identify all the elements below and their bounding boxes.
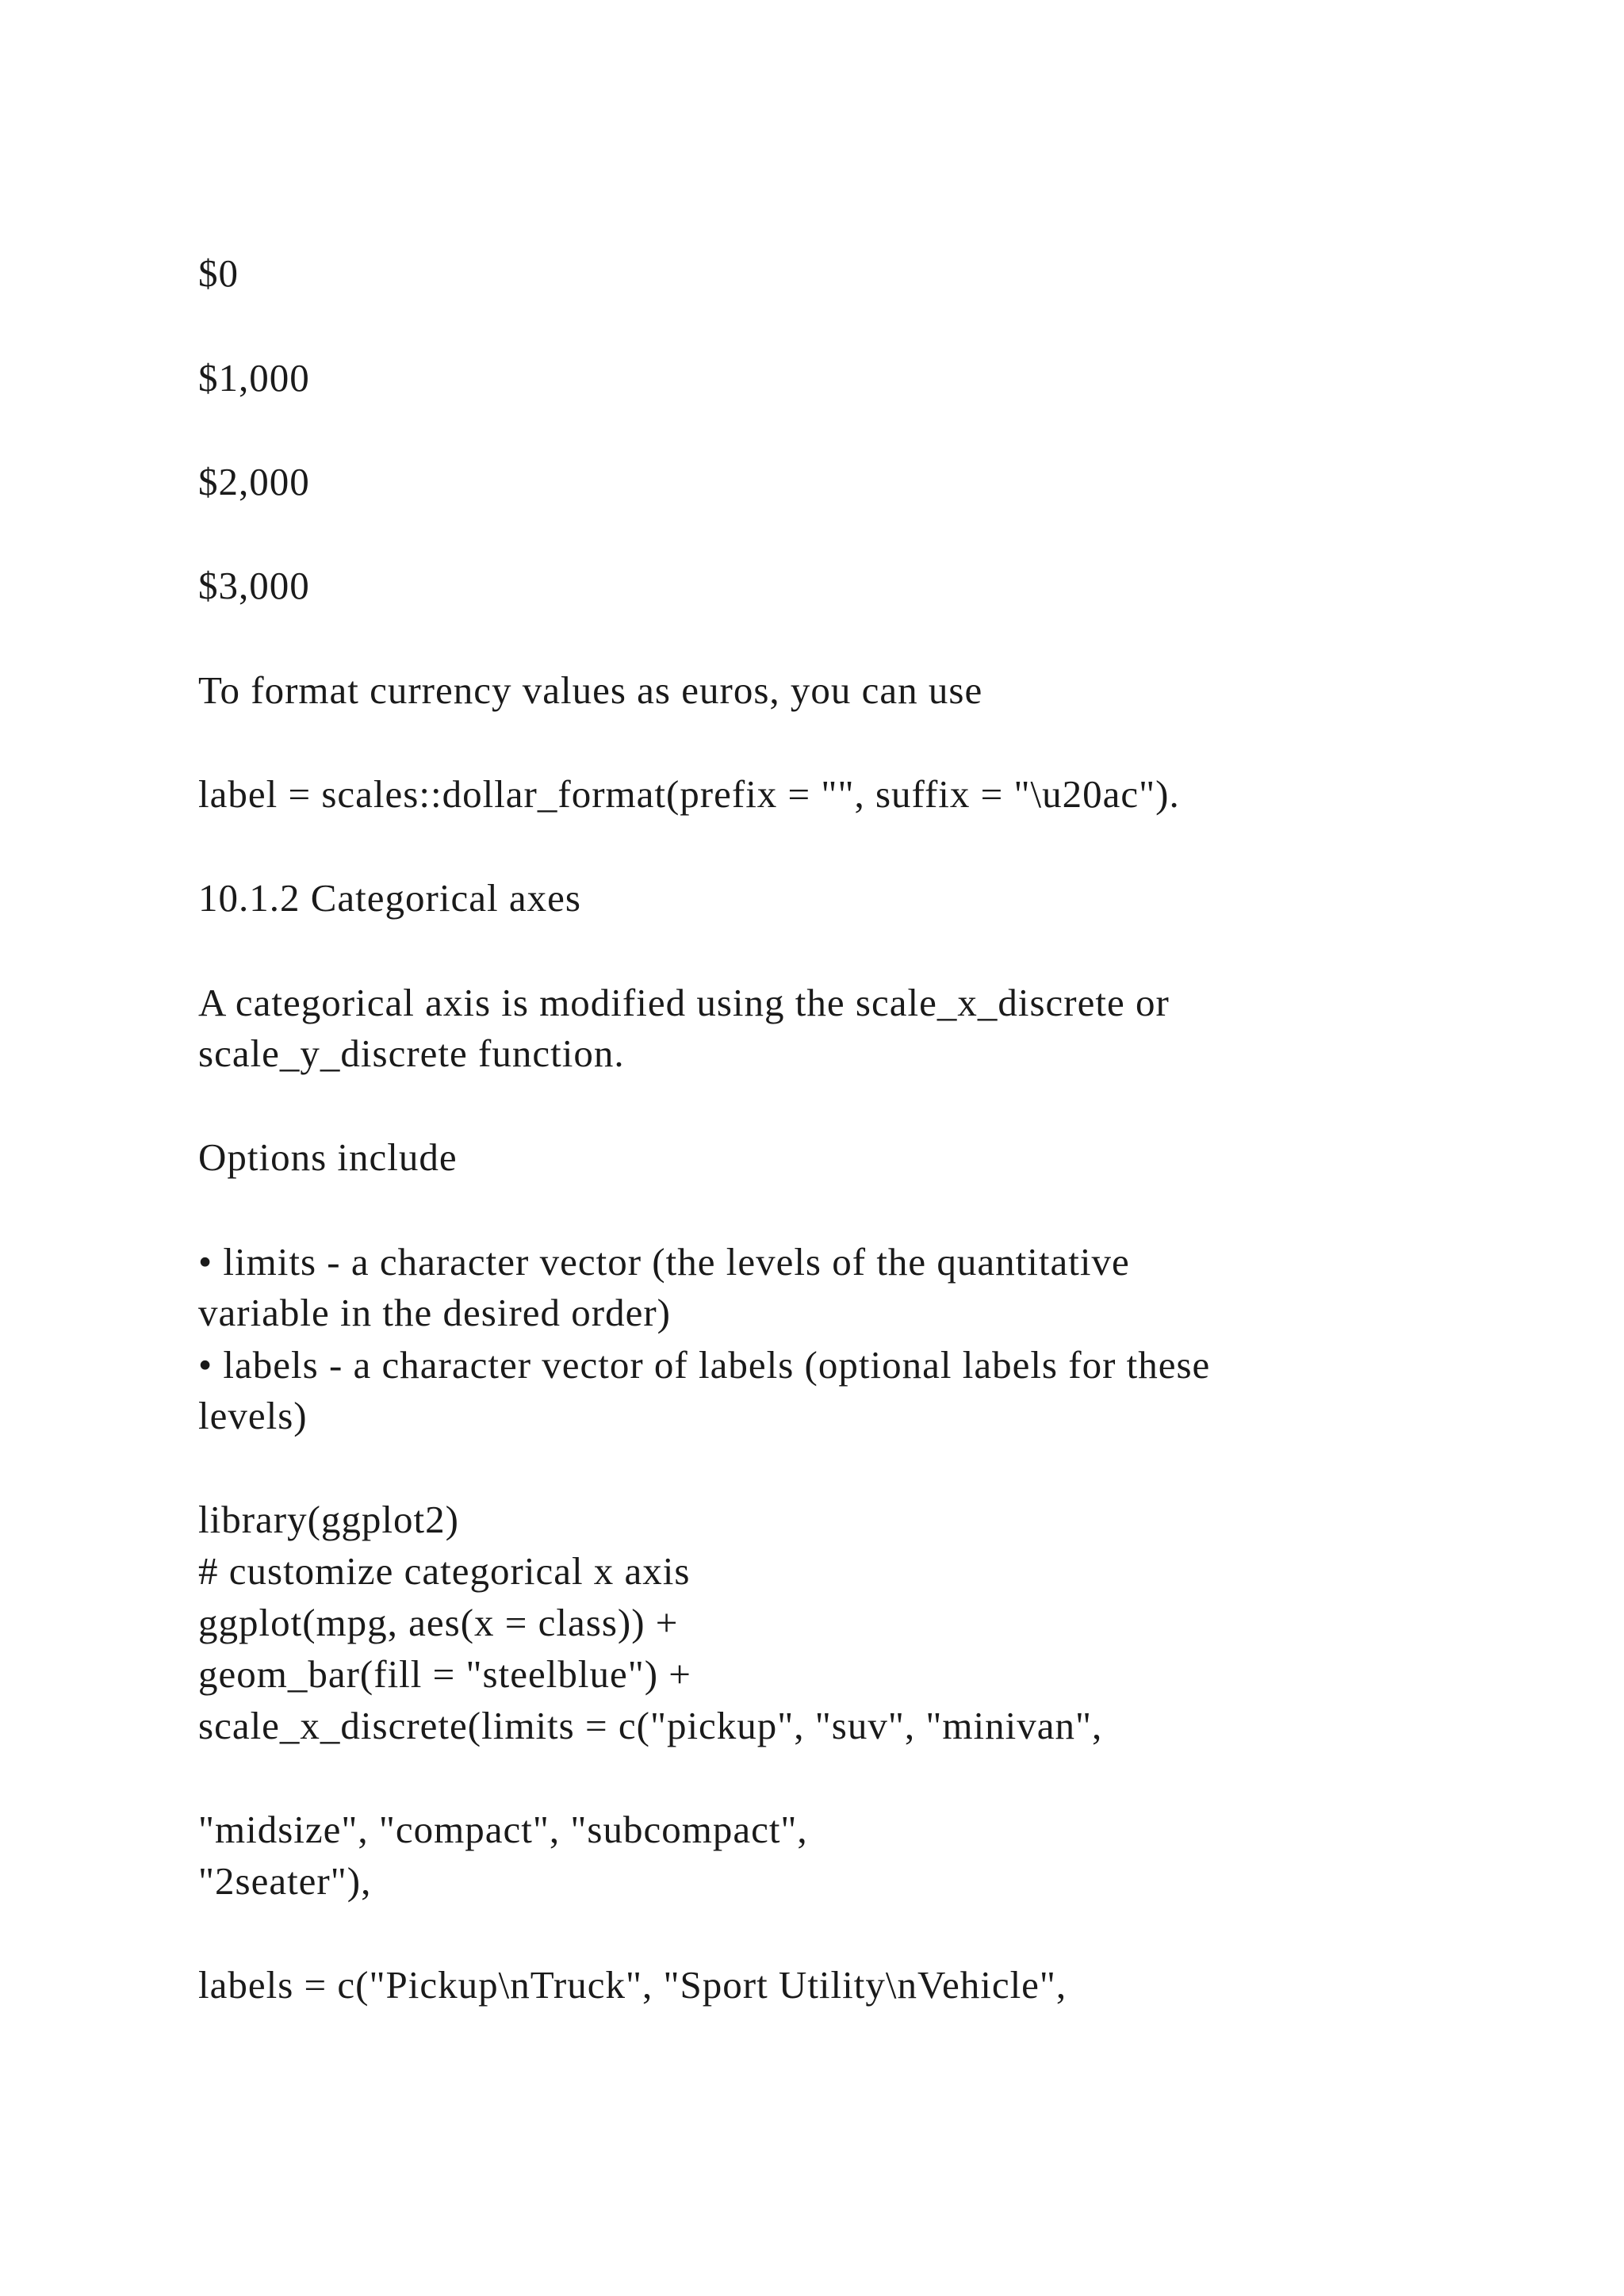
euro-code-line: label = scales::dollar_format(prefix = "", suffix = "\u20ac"). <box>198 772 1180 816</box>
intro-line-2: scale_y_discrete function. <box>198 1031 625 1075</box>
code-line-4: geom_bar(fill = "steelblue") + <box>198 1652 691 1696</box>
code-line-2: # customize categorical x axis <box>198 1549 691 1593</box>
section-heading: 10.1.2 Categorical axes <box>198 876 581 920</box>
code-line-1: library(ggplot2) <box>198 1498 459 1541</box>
code-line-3: ggplot(mpg, aes(x = class)) + <box>198 1601 679 1644</box>
tick-label-1000: $1,000 <box>198 356 310 400</box>
bullet-limits-line-1: • limits - a character vector (the levels of the quantitative <box>198 1240 1130 1284</box>
bullet-labels-line-2: levels) <box>198 1394 308 1437</box>
code-line-5: scale_x_discrete(limits = c("pickup", "suv", "minivan", <box>198 1704 1103 1747</box>
bullet-limits-line-2: variable in the desired order) <box>198 1291 671 1334</box>
bullet-labels-line-1: • labels - a character vector of labels (optional labels for these <box>198 1343 1211 1387</box>
tick-label-3000: $3,000 <box>198 564 310 607</box>
code-line-6: "midsize", "compact", "subcompact", <box>198 1808 808 1851</box>
intro-line-1: A categorical axis is modified using the scale_x_discrete or <box>198 981 1170 1024</box>
code-line-8: labels = c("Pickup\nTruck", "Sport Utility\nVehicle", <box>198 1963 1067 2007</box>
code-line-7: "2seater"), <box>198 1859 372 1903</box>
tick-label-0: $0 <box>198 251 239 295</box>
euro-intro-text: To format currency values as euros, you can use <box>198 668 983 712</box>
tick-label-2000: $2,000 <box>198 460 310 503</box>
options-label: Options include <box>198 1135 458 1179</box>
